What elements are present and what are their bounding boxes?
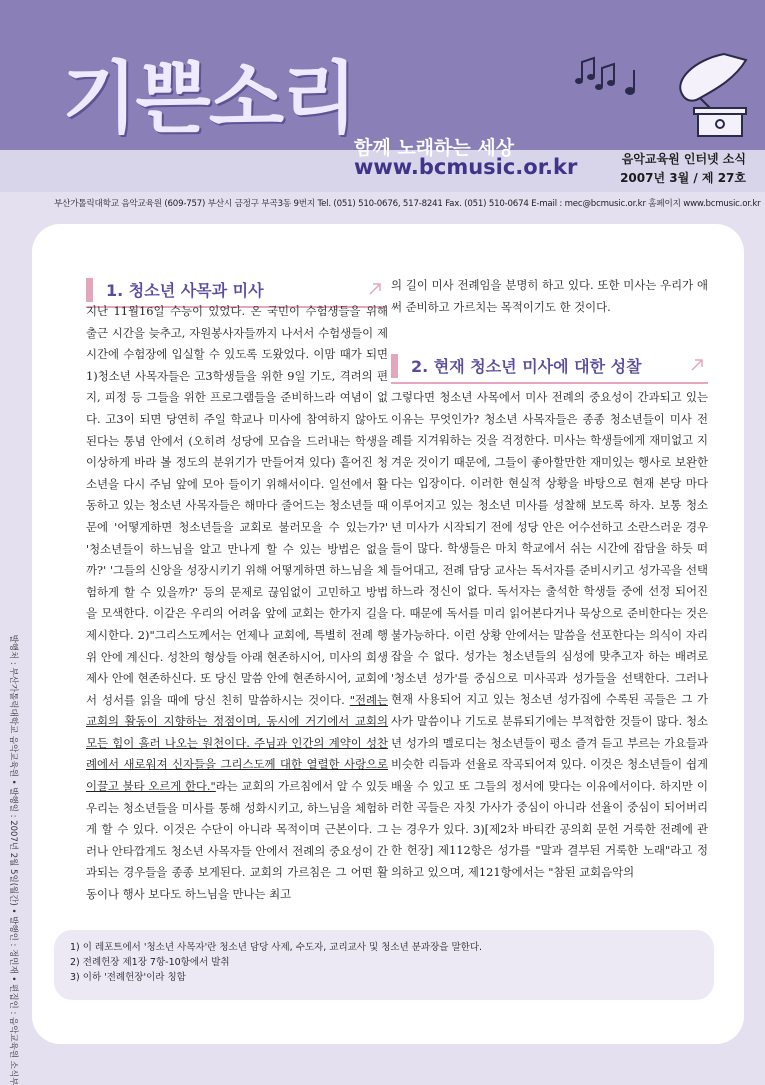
publisher-info bbox=[4, 634, 24, 1085]
footnotes-box bbox=[54, 930, 714, 1000]
footnote: 2) 전례헌장 제1장 7항-10항에서 발취 bbox=[70, 957, 230, 968]
footnote: 1) 이 레포트에서 '청소년 사목자'란 청소년 담당 사제, 수도자, 교리교사 및 청소년 분과장을 말한다. bbox=[70, 942, 483, 953]
section1-title: 1. 청소년 사목과 미사 bbox=[106, 281, 264, 300]
issue-info bbox=[596, 150, 746, 186]
left-column bbox=[86, 301, 388, 906]
section2-heading bbox=[391, 348, 708, 384]
newsletter-subtitle: 함께 노래하는 세상 bbox=[354, 137, 515, 159]
newsletter-logo: 기쁜소리 bbox=[62, 54, 356, 144]
issue-number: 2007년 3월 / 제 27호 bbox=[620, 171, 746, 185]
masthead bbox=[0, 0, 765, 192]
right-column-top bbox=[391, 275, 708, 318]
publisher-info-text: 발행처 : 부산가톨릭대학교 음악교육원 • 발행일 : 2007년 2월 5일(월간) • 발행인 : 정민재 • 편집인 : 음악교육원 소식부 bbox=[8, 634, 18, 1085]
section1-text: 지난 11월16일 수능이 있었다. 온 국민이 수험생들을 위해 출근 시간을 늦추고, 자원봉사자들까지 나서서 수험생들이 제시간에 수험장에 입실할 수 있도록 도왔었다. 이맘 때가 되면 1)청소년 사목자들은 고3학생들을 위한 9일 기도, 격려의 편지, 피정 등 그들을 위한 프로그램들을 준비하느라 여념이 없다. 고3이 되면 당연히 주일 학교나 미사에 참여하지 않아도 된다는 통념 안에서 (오히려 성당에 모습을 드러내는 학생을 이상하게 바라 볼 정도의 분위기가 만들어져 있다) 흩어진 청소년을 다시 주님 앞에 모아 들이기 위해서이다. 일선에서 활동하고 있는 청소년 사목자들은 해마다 줄어드는 청소년들 때문에 '어떻게하면 청소년들을 교회로 불러모을 수 있는가?' '청소년들이 하느님을 알고 만나게 할 수 있는 방법은 없을까?' '그들의 신앙을 성장시키기 위해 어떻게하면 하느님을 체험하게 할 수 있을까?' 등의 문제로 끊임없이 고민하고 방법을 모색한다. 이같은 우리의 어려움 앞에 교회는 한가지 길을 제시한다. 2)"그리스도께서는 언제나 교회에, 특별히 전례 행위 안에 계신다. 성찬의 형상들 아래 현존하시어, 미사의 희생 제사 안에 현존하신다. 또 당신 말씀 안에 현존하시어, 교회에서 성서를 읽을 때에 당신 친히 말씀하시는 것이다. bbox=[86, 304, 388, 707]
section2-body: 그렇다면 청소년 사목에서 미사 전례의 중요성이 간과되고 있는 이유는 무엇인가? 청소년 사목자들은 종종 청소년들이 미사 전례를 지겨워하는 것을 걱정한다. 미사는 학생들에게 재미없고 지겨운 것이기 때문에, 그들이 좋아할만한 재미있는 행사로 보완한다는 입장이다. 이러한 현실적 상황을 바탕으로 현재 본당 마다 이루어지고 있는 청소년 미사를 성찰해 보도록 하자. 보통 청소년 미사가 시작되기 전에 성당 안은 어수선하고 소란스러운 경우들이 많다. 학생들은 마치 학교에서 쉬는 시간에 잡담을 하듯 떠들어대고, 전례 담당 교사는 독서자를 준비시키고 성가곡을 선택하느라 정신이 없다. 독서자는 출석한 학생들 중에 선정 되어진다. 때문에 독서를 미리 읽어본다거나 묵상으로 준비한다는 것은 불가능하다. 이런 상황 안에서는 말씀을 선포한다는 의식이 자리 잡을 수 없다. 성가는 청소년들의 심성에 맞추고자 하는 배려로 '청소년 성가'를 중심으로 미사곡과 성가들을 선택한다. 그러나 현재 사용되어 지고 있는 청소년 성가집에 수록된 곡들은 그 가사가 말씀이나 기도로 분류되기에는 부적합한 것들이 많다. 청소년 성가의 멜로디는 청소년들이 평소 즐겨 듣고 부르는 가요들과 비슷한 리듬과 선율로 작곡되어져 있다. 이것은 청소년들이 쉽게 배울 수 있고 또 그들의 정서에 맞다는 이유에서이다. 하지만 이러한 곡들은 자칫 가사가 중심이 아니라 선율이 중심이 되어버리는 경우가 있다. 3)[제2차 바티칸 공의회 문헌 거룩한 전례에 관한 헌장] 제112항은 성가를 "말과 결부된 거룩한 노래"라고 정의하고 있으며, 제121항에서는 "참된 교회음악의 bbox=[391, 390, 708, 880]
arrow-icon bbox=[690, 358, 704, 372]
right-column bbox=[391, 387, 708, 884]
section2-title: 2. 현재 청소년 미사에 대한 성찰 bbox=[411, 357, 642, 376]
gramophone-icon bbox=[574, 50, 754, 146]
arrow-icon bbox=[368, 282, 382, 296]
contact-address: 부산가톨릭대학교 음악교육원 (609-757) 부산시 금정구 부곡3동 9번지 Tel. (051) 510-0676, 517-8241 Fax. (051) 510-0674 E-mail : mec@bcmusic.or.kr 홈페이지 www.bcmusic.or.kr bbox=[54, 199, 761, 209]
heading-bar bbox=[86, 278, 93, 302]
heading-bar bbox=[391, 354, 398, 378]
issue-org: 음악교육원 인터넷 소식 bbox=[621, 152, 746, 166]
section1-body bbox=[86, 301, 388, 906]
section1-continuation: 의 길이 미사 전례임을 분명히 하고 있다. 또한 미사는 우리가 애써 준비하고 가르치는 목적이기도 한 것이다. bbox=[391, 278, 708, 314]
website-url[interactable]: www.bcmusic.or.kr bbox=[354, 155, 578, 179]
footnote: 3) 이하 '전례헌장'이라 칭함 bbox=[70, 972, 186, 983]
section1-text-tail: 라는 교회의 가르침에서 알 수 있듯 우리는 청소년들을 미사를 통해 성화시키고, 하느님을 체험하게 할 수 있다. 이것은 수단이 아니라 목적이며 근본이다. 그러나 안타깝게도 청소년 사목자들 안에서 전례의 중요성이 간과되는 경우들을 종종 보게된다. 교회의 가르침은 그 어떤 활동이나 행사 보다도 하느님을 만나는 최고 bbox=[86, 779, 388, 902]
quoted-teaching: "전례는 교회의 활동이 지향하는 정점이며, 동시에 거기에서 교회의 모든 힘이 흘러 나오는 원천이다. 주님과 인간의 계약이 성찬례에서 새로워져 신자들을 그리스도께 대한 열렬한 사랑으로 이끌고 불타 오르게 한다." bbox=[86, 692, 388, 794]
